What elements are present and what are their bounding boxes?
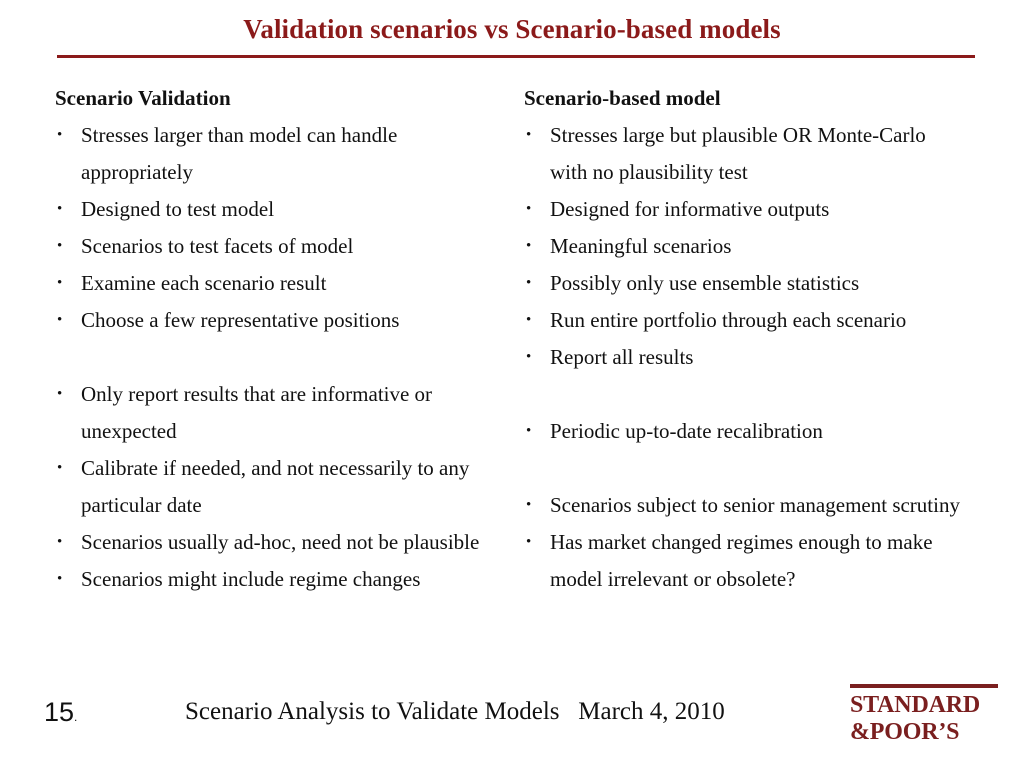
list-item-text: Designed to test model	[81, 197, 275, 221]
bullet-icon: •	[526, 534, 532, 550]
bullet-icon: •	[57, 238, 63, 254]
list-item	[55, 228, 485, 265]
bullet-icon: •	[57, 386, 63, 402]
list-item-text: Scenarios to test facets of model	[81, 234, 354, 258]
bullet-icon: •	[526, 423, 532, 439]
logo-bar	[850, 684, 998, 688]
bullet-list	[524, 117, 964, 598]
list-item	[55, 450, 485, 524]
slide-title: Validation scenarios vs Scenario-based models	[243, 14, 781, 44]
presentation-title: Scenario Analysis to Validate Models	[185, 698, 560, 725]
presentation-date: March 4, 2010	[578, 698, 725, 725]
bullet-icon: •	[526, 238, 532, 254]
bullet-icon: •	[57, 312, 63, 328]
list-item-text: Report all results	[550, 345, 694, 369]
list-item-text: Scenarios usually ad-hoc, need not be plausible	[81, 530, 480, 554]
list-item	[524, 487, 964, 524]
bullet-list	[55, 117, 485, 598]
logo-line-poors: &POOR’S	[850, 719, 960, 745]
list-spacer	[524, 450, 964, 487]
list-item	[55, 524, 485, 561]
bullet-icon: •	[57, 275, 63, 291]
list-item-text: Has market changed regimes enough to make model irrelevant or obsolete?	[550, 530, 933, 591]
list-item	[55, 191, 485, 228]
title-divider	[57, 55, 975, 58]
scenario-validation-column	[55, 80, 485, 598]
list-item-text: Only report results that are informative or unexpected	[81, 382, 433, 443]
column-heading: Scenario-based model	[524, 86, 721, 110]
logo-line-standard: STANDARD	[850, 692, 980, 718]
bullet-icon: •	[57, 127, 63, 143]
slide-number-value: 15	[44, 697, 75, 727]
bullet-icon: •	[526, 497, 532, 513]
list-item-text: Scenarios subject to senior management scrutiny	[550, 493, 960, 517]
scenario-based-model-column	[524, 80, 964, 598]
list-item	[524, 524, 964, 598]
bullet-icon: •	[526, 275, 532, 291]
list-item-text: Examine each scenario result	[81, 271, 327, 295]
slide-number	[44, 697, 77, 728]
list-item	[524, 265, 964, 302]
list-item-text: Run entire portfolio through each scenario	[550, 308, 907, 332]
list-item-text: Scenarios might include regime changes	[81, 567, 421, 591]
list-item-text: Designed for informative outputs	[550, 197, 830, 221]
bullet-icon: •	[57, 460, 63, 476]
list-item-text: Choose a few representative positions	[81, 308, 400, 332]
bullet-icon: •	[526, 201, 532, 217]
list-item	[55, 376, 485, 450]
bullet-icon: •	[57, 201, 63, 217]
list-item	[524, 302, 964, 339]
bullet-icon: •	[57, 534, 63, 550]
list-item-text: Calibrate if needed, and not necessarily to any particular date	[81, 456, 470, 517]
list-item	[524, 191, 964, 228]
list-item	[55, 302, 485, 339]
list-item	[55, 265, 485, 302]
list-item	[55, 561, 485, 598]
list-item	[524, 339, 964, 376]
bullet-icon: •	[526, 312, 532, 328]
footer-caption	[185, 698, 725, 726]
list-spacer	[55, 339, 485, 376]
list-item-text: Possibly only use ensemble statistics	[550, 271, 860, 295]
bullet-icon: •	[57, 571, 63, 587]
list-item-text: Stresses larger than model can handle appropriately	[81, 123, 398, 184]
list-item	[524, 117, 964, 191]
list-item	[524, 228, 964, 265]
bullet-icon: •	[526, 349, 532, 365]
slide-number-suffix: .	[74, 710, 78, 724]
standard-and-poors-logo	[850, 684, 1010, 754]
list-item-text: Periodic up-to-date recalibration	[550, 419, 823, 443]
list-item-text: Meaningful scenarios	[550, 234, 732, 258]
list-item	[55, 117, 485, 191]
list-spacer	[524, 376, 964, 413]
list-item	[524, 413, 964, 450]
list-item-text: Stresses large but plausible OR Monte-Carlo with no plausibility test	[550, 123, 926, 184]
column-heading: Scenario Validation	[55, 86, 231, 110]
bullet-icon: •	[526, 127, 532, 143]
